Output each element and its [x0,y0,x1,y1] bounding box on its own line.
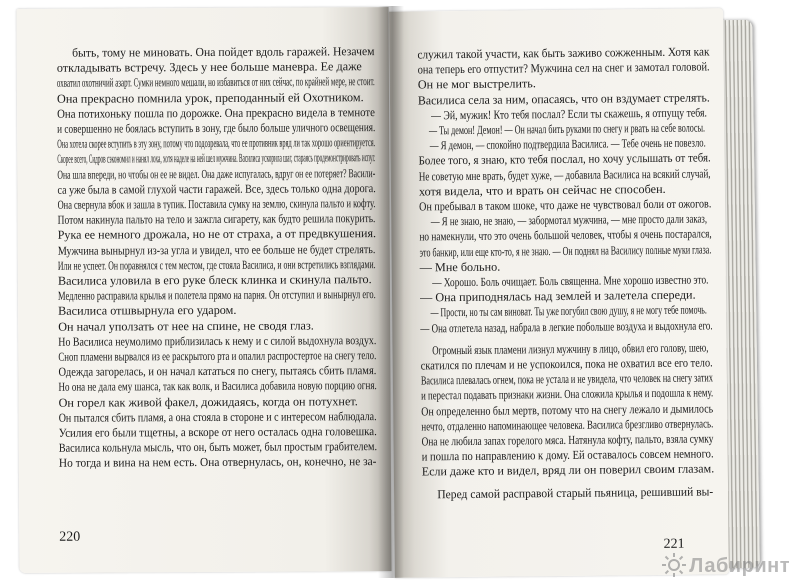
text-line: Василиса отшвырнула его ударом. [58,303,237,319]
text-line: Василиса села за ним, опасаясь, что он вздумает стрелять. [417,90,710,108]
watermark-text: Лабиринт [689,555,790,577]
text-line: — Хорошо. Боль очищает. Боль священна. Мне хорошо известно это. [432,272,709,290]
text-line: Потом накинула пальто на тело и зажгла сигарету, как будто решила покурить. [57,211,376,227]
text-line: Он пребывал в таком шоке, что даже не чувствовал боли от ожогов. [419,196,712,214]
text-line: это банкир, или еще кто-то, я не знаю. — Он поднял на Василису полные муки глаза. [419,242,712,260]
text-line: Медленно расправила крылья и полетела прямо на парня. Он отступил и вынырнул его. [57,287,376,304]
text-line: Мужчина вынырнул из-за угла и увидел, что ее больше не будет стрелять. [57,241,376,258]
text-line: Василиса плевалась огнем, пока не устала и не увидела, что человек на снегу затих [420,370,713,388]
text-line: Василиса уловила в его руке блеск клинка и скинула пальто. [57,272,372,288]
text-line: нечто, отдаленно напоминающее человека. Василиса брезгливо отвернулась. [421,416,714,434]
text-line: скатился по плечам и не успокоился, пока не охватил все его тело. [420,355,713,373]
text-line: Более того, я знаю, кто тебя послал, но хочу услышать от тебя. [418,150,711,168]
text-line: — Я не знаю, не знаю, — забормотал мужчина, — мне просто дали заказ, [430,211,708,229]
right-page [389,8,729,577]
text-line: — Она приподнялась над землей и залетела спереди. [419,287,696,305]
text-line: Не советую мне врать, будет хуже, — добавила Василиса на всякий случай, [418,166,711,184]
book-gutter [378,6,404,578]
text-line: но намекнули, что это очень большой человек, чтобы я очень постарался, [419,226,712,244]
text-line: Если даже кто и видел, вряд ли он поверил своим глазам. [421,461,715,479]
text-line: — Она отлетела назад, набрала в легкие побольше воздуха и выдохнула его. [420,318,713,336]
text-line: Или не успеет. Он поравнялся с тем местом, где стояла Василиса, и они встретились взглядами. [57,256,376,273]
text-line: служил такой участи, как быть заживо сожженным. Хотя как [417,44,710,62]
text-line: Он начал уползать от нее на спине, не сводя глаз. [58,318,314,334]
text-line: Она свернула вбок и зашла в тупик. Поставила сумку на землю, скинула пальто и кофту. [57,196,376,212]
text-line: — Прости, но ты сам виноват. Ты уже погубил свою душу, я не могу тебе помочь. [430,302,707,320]
left-page-number: 220 [59,529,81,545]
text-line: Скорее всего, Сидров сэкономил и нанял лоха, хотя наделе на ней шел мужчина. Василиса ускорила шаг, стараясь продемонстрировать испуг. [57,150,376,167]
text-line: Она шла впереди, но чтобы он ее не видел. Она даже испугалась, вдруг он ее потеряет? Васили- [57,165,376,182]
text-line: Рука ее немного дрожала, но не от страха, а от предвкушения. [57,226,377,243]
text-line: Усилия его были тщетны, а вскоре от него осталась одна головешка. [58,424,377,440]
text-line: Сноп пламени вырвался из ее раскрытого рта и опалил распростертое на снегу тело. [58,348,377,364]
watermark-logo [661,552,790,578]
text-line: — Ты демон! Демон! — Он начал бить руками по снегу и рвать на себе волосы. [428,120,706,138]
text-line: Он пытался сбить пламя, а она стояла в стороне и с интересом наблюдала. [58,408,377,425]
text-line: — Эй, мужик! Кто тебя послал? Если ты скажешь, я отпущу тебя. [430,105,708,123]
text-line: Она хотела скорее вступить в эту зону, потому что подозревала, что ее противник вряд ли так хорошо ориентируется. [57,135,376,151]
left-page [17,7,392,573]
text-line: — Я демон, — спокойно подтвердила Василиса. — Тебе очень не повезло. [429,135,706,153]
text-line: Одежда загорелась, и он начал кататься по снегу, пытаясь сбить пламя. [58,363,377,380]
text-line: и совершенно не боялась вступить в зону, где было больше уличного освещения. [57,120,376,136]
text-line: Но Василиса неумолимо приблизилась к нему и с силой выдохнула воздух. [58,332,377,349]
text-line: Но тогда и вина на нем есть. Она отвернулась, он, конечно, не за- [58,454,377,471]
text-line: Но она не дала ему шанса, так как волк, и Василиса добавила новую порцию огня. [58,378,377,395]
text-line: Она потихоньку пошла по дорожке. Она прекрасно видела в темноте [57,104,375,121]
text-line: быть, тому не миновать. Она пойдет вдоль гаражей. Незачем [72,44,375,60]
right-page-text [417,44,714,502]
text-line: хотя видела, что и врать он сейчас не способен. [418,181,666,199]
text-line: са уже была в самой глухой части гаражей. Все, здесь только одна дорога. [57,180,376,197]
text-line: и перестал подавать признаки жизни. Она сложила крылья и подошла к нему. [420,385,714,403]
text-line: Он определенно был мертв, потому что на снегу лежало и дымилось [421,401,714,419]
sun-icon [661,552,687,578]
text-line: Огромный язык пламени лизнул мужчину в лицо, обвил его голову, шею, [432,340,709,358]
text-line: Василиса кольнула мысль, что он, быть может, был простым грабителем. [58,439,378,456]
text-line: Он не мог выстрелить. [417,76,536,92]
text-line: откладывать встречу. Здесь у нее больше маневра. Ее даже [56,59,362,75]
left-page-text [57,44,377,471]
text-line: Он горел как живой факел, дожидаясь, когда он потухнет. [58,393,358,410]
right-page-number: 221 [663,536,685,552]
text-line: Перед самой расправой старый пьяница, решивший вы- [437,484,714,501]
text-line: Она прекрасно помнила урок, преподанный ей Охотником. [56,89,364,106]
text-line: Она не любила запах горелого мяса. Натянула кофту, пальто, взяла сумку [421,431,714,449]
text-line: она теперь его отпустит? Мужчина сел на снег и замотал головой. [417,59,710,77]
text-line: — Мне больно. [419,259,501,275]
text-line: и пошла по направлению к дому. Ей оставалось совсем немного. [421,446,714,464]
text-line: охватил охотничий азарт. Сумки немного мешали, но избавиться от них сейчас, по крайней мере, не стоит. [56,74,375,91]
